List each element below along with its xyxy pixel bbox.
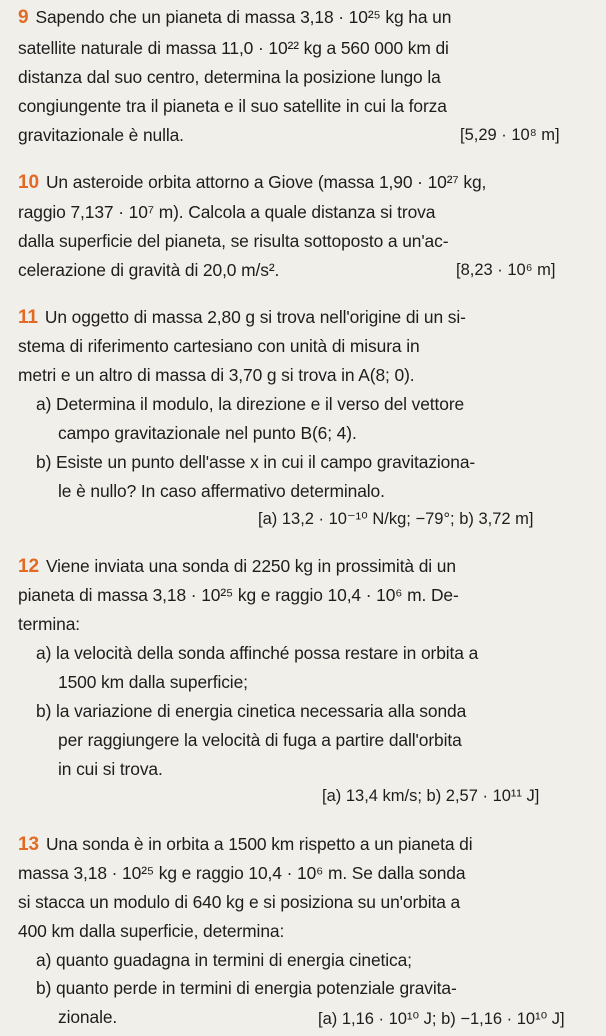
part-a xyxy=(36,393,598,415)
part-b xyxy=(36,977,598,999)
problem-text-line: congiungente tra il pianeta e il suo satellite in cui la forza xyxy=(18,96,447,116)
part-text-line: quanto perde in termini di energia potenziale gravita- xyxy=(56,978,457,998)
problem-number: 10 xyxy=(18,172,39,193)
answer: [a) 13,2 · 10⁻¹⁰ N/kg; −79°; b) 3,72 m] xyxy=(258,510,534,528)
problem-number: 12 xyxy=(18,556,39,577)
problem-text-line: Un oggetto di massa 2,80 g si trova nell'origine di un si- xyxy=(44,307,466,327)
part-text-line: Esiste un punto dell'asse x in cui il campo gravitaziona- xyxy=(56,452,476,472)
problem-text-line: termina: xyxy=(18,614,81,634)
problem-text-line: metri e un altro di massa di 3,70 g si trova in A(8; 0). xyxy=(18,365,415,385)
problem-text-line: Un asteroide orbita attorno a Giove (massa 1,90 · 10²⁷ kg, xyxy=(45,172,487,192)
problem-text-line: satellite naturale di massa 11,0 · 10²² kg a 560 000 km di xyxy=(18,38,449,58)
problem-text-line: si stacca un modulo di 640 kg e si posiziona su un'orbita a xyxy=(18,892,461,912)
part-label: a) xyxy=(36,394,52,414)
part-label: b) xyxy=(36,978,52,998)
part-text-line: per raggiungere la velocità di fuga a partire dall'orbita xyxy=(58,730,462,750)
part-text-line: Determina il modulo, la direzione e il verso del vettore xyxy=(56,394,465,414)
problem-text-line: dalla superficie del pianeta, se risulta sottoposto a un'ac- xyxy=(18,231,449,251)
answer: [5,29 · 10⁸ m] xyxy=(460,126,560,144)
part-b xyxy=(36,700,598,722)
problem-text-line: celerazione di gravità di 20,0 m/s². xyxy=(18,260,280,280)
part-label: b) xyxy=(36,701,52,721)
problem-number: 11 xyxy=(18,307,38,328)
part-label: b) xyxy=(36,452,52,472)
problem-text-line: Una sonda è in orbita a 1500 km rispetto a un pianeta di xyxy=(45,834,473,854)
part-text-line: in cui si trova. xyxy=(58,759,163,779)
part-a xyxy=(36,949,598,971)
problem-text-line: raggio 7,137 · 10⁷ m). Calcola a quale distanza si trova xyxy=(18,202,436,222)
problem-text-line: pianeta di massa 3,18 · 10²⁵ kg e raggio 10,4 · 10⁶ m. De- xyxy=(18,585,459,605)
problem-text-line: Viene inviata una sonda di 2250 kg in prossimità di un xyxy=(45,556,456,576)
part-b xyxy=(36,451,598,473)
part-text-line: campo gravitazionale nel punto B(6; 4). xyxy=(58,423,357,443)
part-text-line: zionale. xyxy=(58,1007,118,1027)
answer: [a) 13,4 km/s; b) 2,57 · 10¹¹ J] xyxy=(322,787,540,805)
part-text-line: la variazione di energia cinetica necessaria alla sonda xyxy=(56,701,467,721)
part-label: a) xyxy=(36,950,52,970)
problem-number: 13 xyxy=(18,834,39,855)
part-a xyxy=(36,642,598,664)
answer: [a) 1,16 · 10¹⁰ J; b) −1,16 · 10¹⁰ J] xyxy=(318,1010,565,1028)
part-text-line: 1500 km dalla superficie; xyxy=(58,672,248,692)
part-label: a) xyxy=(36,643,52,663)
part-text-line: la velocità della sonda affinché possa restare in orbita a xyxy=(56,643,479,663)
part-text-line: le è nullo? In caso affermativo determinalo. xyxy=(58,481,385,501)
problem-text-line: distanza dal suo centro, determina la posizione lungo la xyxy=(18,67,441,87)
problem-text-line: stema di riferimento cartesiano con unità di misura in xyxy=(18,336,420,356)
problem-text-line: gravitazionale è nulla. xyxy=(18,125,184,145)
answer: [8,23 · 10⁶ m] xyxy=(456,261,556,279)
problem-text-line: 400 km dalla superficie, determina: xyxy=(18,921,285,941)
part-text-line: quanto guadagna in termini di energia cinetica; xyxy=(56,950,412,970)
problem-text-line: Sapendo che un pianeta di massa 3,18 · 10²⁵ kg ha un xyxy=(35,7,452,27)
problem-number: 9 xyxy=(18,7,29,28)
problem-text-line: massa 3,18 · 10²⁵ kg e raggio 10,4 · 10⁶ m. Se dalla sonda xyxy=(18,863,466,883)
